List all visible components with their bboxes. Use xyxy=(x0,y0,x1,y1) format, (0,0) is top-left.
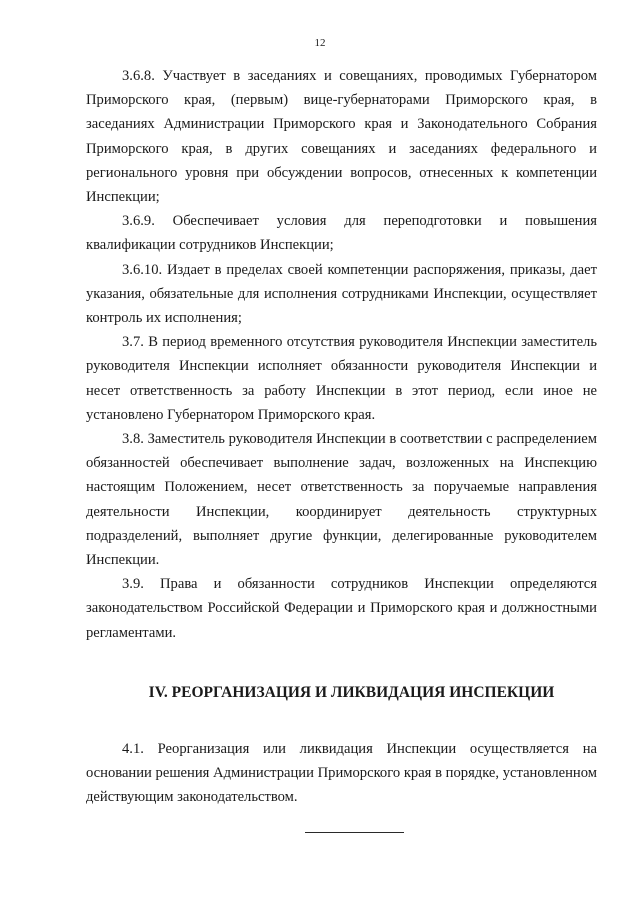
paragraph-4-1: 4.1. Реорганизация или ликвидация Инспекции осуществляется на основании решения Администрации Приморского края в порядке, установленном действующим законодательством. xyxy=(86,741,597,806)
document-body xyxy=(86,64,597,810)
paragraph-3-8: 3.8. Заместитель руководителя Инспекции в соответствии с распределением обязанностей обеспечивает выполнение задач, возложенных на Инспекцию настоящим Положением, несет ответственность за поручаемые направления деятельности Инспекции, координирует деятельность структурных подразделений, выполняет другие функции, делегированные руководителем Инспекции. xyxy=(86,431,597,569)
section-heading: IV. РЕОРГАНИЗАЦИЯ И ЛИКВИДАЦИЯ ИНСПЕКЦИИ xyxy=(148,683,555,701)
paragraph-3-6-10: 3.6.10. Издает в пределах своей компетенции распоряжения, приказы, дает указания, обязательные для исполнения сотрудниками Инспекции, осуществляет контроль их исполнения; xyxy=(86,261,597,327)
paragraph-3-9: 3.9. Права и обязанности сотрудников Инспекции определяются законодательством Российской Федерации и Приморского края и должностными регламентами. xyxy=(86,576,597,641)
page-number: 12 xyxy=(314,37,326,49)
paragraph-3-6-9: 3.6.9. Обеспечивает условия для переподготовки и повышения квалификации сотрудников Инспекции; xyxy=(86,213,597,254)
closing-divider xyxy=(305,832,404,833)
paragraph-3-6-8: 3.6.8. Участвует в заседаниях и совещаниях, проводимых Губернатором Приморского края, (первым) вице-губернаторами Приморского края, в заседаниях Администрации Приморского края и Законодательного Собрания Приморского края, в других совещаниях и заседаниях федерального и регионального уровня при обсуждении вопросов, отнесенных к компетенции Инспекции; xyxy=(86,68,597,206)
paragraph-3-7: 3.7. В период временного отсутствия руководителя Инспекции заместитель руководителя Инспекции исполняет обязанности руководителя Инспекции и несет ответственность за работу Инспекции в этот период, если иное не установлено Губернатором Приморского края. xyxy=(86,334,597,423)
